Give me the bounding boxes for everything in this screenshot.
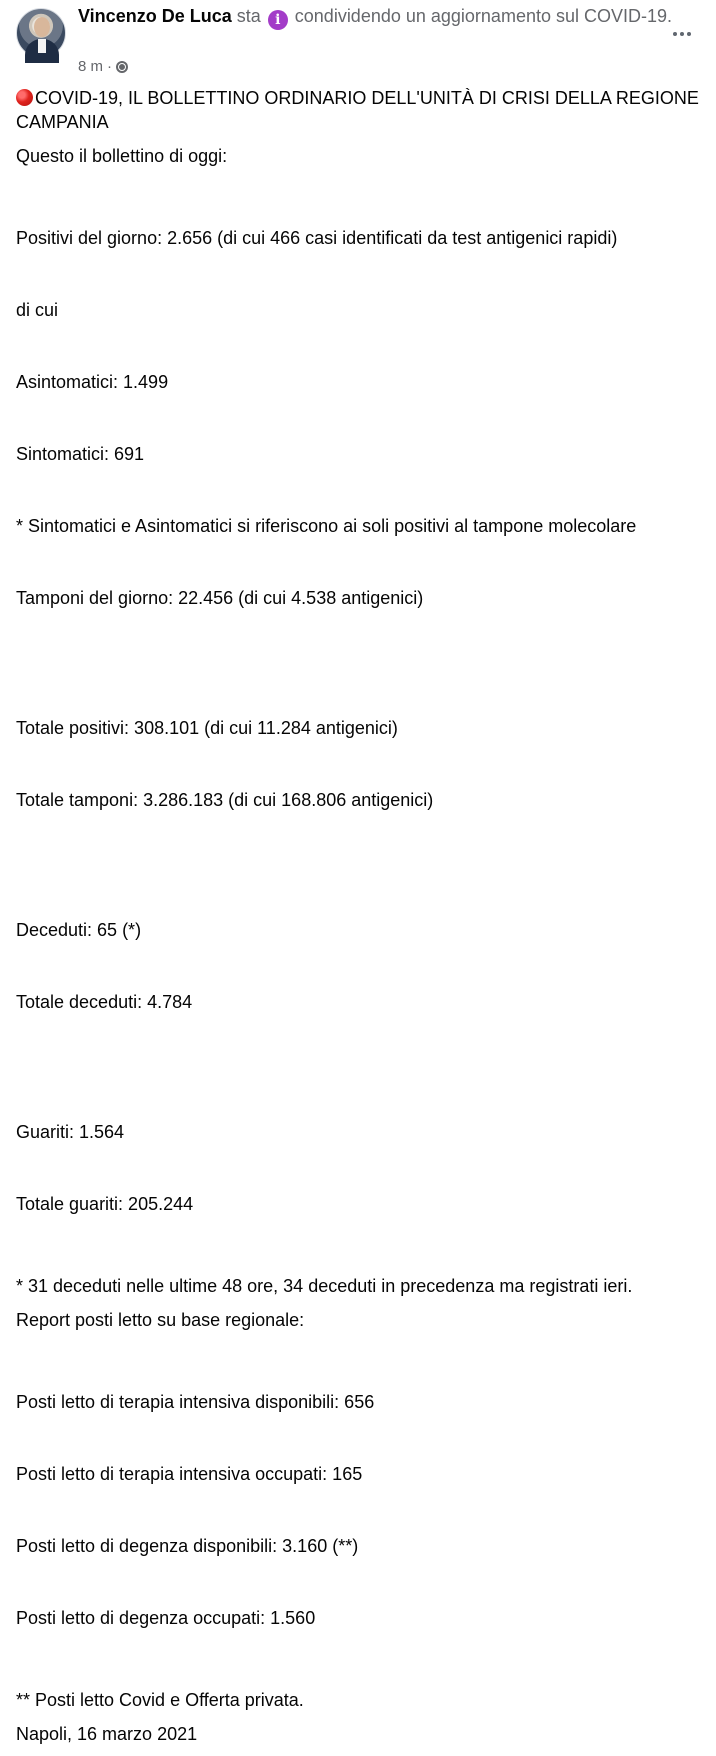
post-title [16, 86, 704, 134]
nota-posti: ** Posti letto Covid e Offerta privata. [16, 1690, 304, 1710]
tamponi-giorno: Tamponi del giorno: 22.456 (di cui 4.538 antigenici) [16, 588, 424, 608]
author-avatar[interactable] [16, 8, 66, 58]
info-icon: i [268, 10, 288, 30]
post-headline [78, 4, 678, 30]
positivi-giorno: Positivi del giorno: 2.656 (di cui 466 casi identificati da test antigenici rapidi) [16, 228, 618, 248]
nota-positivi: * Sintomatici e Asintomatici si riferiscono ai soli positivi al tampone molecolare [16, 516, 637, 536]
di-cui-line: di cui [16, 300, 59, 320]
more-dot-1 [673, 32, 677, 36]
signature-line: Napoli, 16 marzo 2021 [16, 1724, 198, 1744]
totale-guariti: Totale guariti: 205.244 [16, 1194, 194, 1214]
totale-positivi: Totale positivi: 308.101 (di cui 11.284 antigenici) [16, 718, 398, 738]
red-circle-icon [16, 89, 33, 106]
more-options-icon[interactable] [664, 16, 700, 52]
avatar-face [34, 17, 50, 37]
action-prefix: sta [236, 6, 261, 26]
totale-deceduti: Totale deceduti: 4.784 [16, 992, 193, 1012]
post-meta [78, 57, 128, 77]
report-title: Report posti letto su base regionale: [16, 1310, 305, 1330]
degenza-disponibili: Posti letto di degenza disponibili: 3.160 (**) [16, 1536, 359, 1556]
post-header [16, 4, 700, 76]
title-text: COVID-19, IL BOLLETTINO ORDINARIO DELL'UNITÀ DI CRISI DELLA REGIONE CAMPANIA [16, 88, 704, 132]
globe-icon[interactable] [116, 61, 128, 73]
avatar-shirt [38, 39, 46, 53]
degenza-occupati: Posti letto di degenza occupati: 1.560 [16, 1608, 316, 1628]
more-dot-2 [680, 32, 684, 36]
action-text: condividendo un aggiornamento sul COVID-19. [294, 6, 673, 26]
totals-block [16, 668, 700, 860]
deceduti-line: Deceduti: 65 (*) [16, 920, 142, 940]
ti-occupati: Posti letto di terapia intensiva occupati: 165 [16, 1464, 363, 1484]
beds-block [16, 1342, 700, 1678]
author-name[interactable]: Vincenzo De Luca [78, 6, 232, 26]
post-body [16, 86, 704, 1756]
totale-tamponi: Totale tamponi: 3.286.183 (di cui 168.806 antigenici) [16, 790, 434, 810]
deaths-block [16, 870, 700, 1062]
recovered-block [16, 1072, 700, 1264]
guariti-line: Guariti: 1.564 [16, 1122, 125, 1142]
meta-separator: · [107, 58, 113, 75]
asintomatici-line: Asintomatici: 1.499 [16, 372, 169, 392]
nota-deceduti: * 31 deceduti nelle ultime 48 ore, 34 deceduti in precedenza ma registrati ieri. [16, 1276, 633, 1296]
post-timestamp[interactable]: 8 m [78, 58, 104, 75]
ti-disponibili: Posti letto di terapia intensiva disponibili: 656 [16, 1392, 375, 1412]
daily-block [16, 178, 700, 658]
more-dot-3 [687, 32, 691, 36]
sintomatici-line: Sintomatici: 691 [16, 444, 145, 464]
intro-line: Questo il bollettino di oggi: [16, 146, 228, 166]
